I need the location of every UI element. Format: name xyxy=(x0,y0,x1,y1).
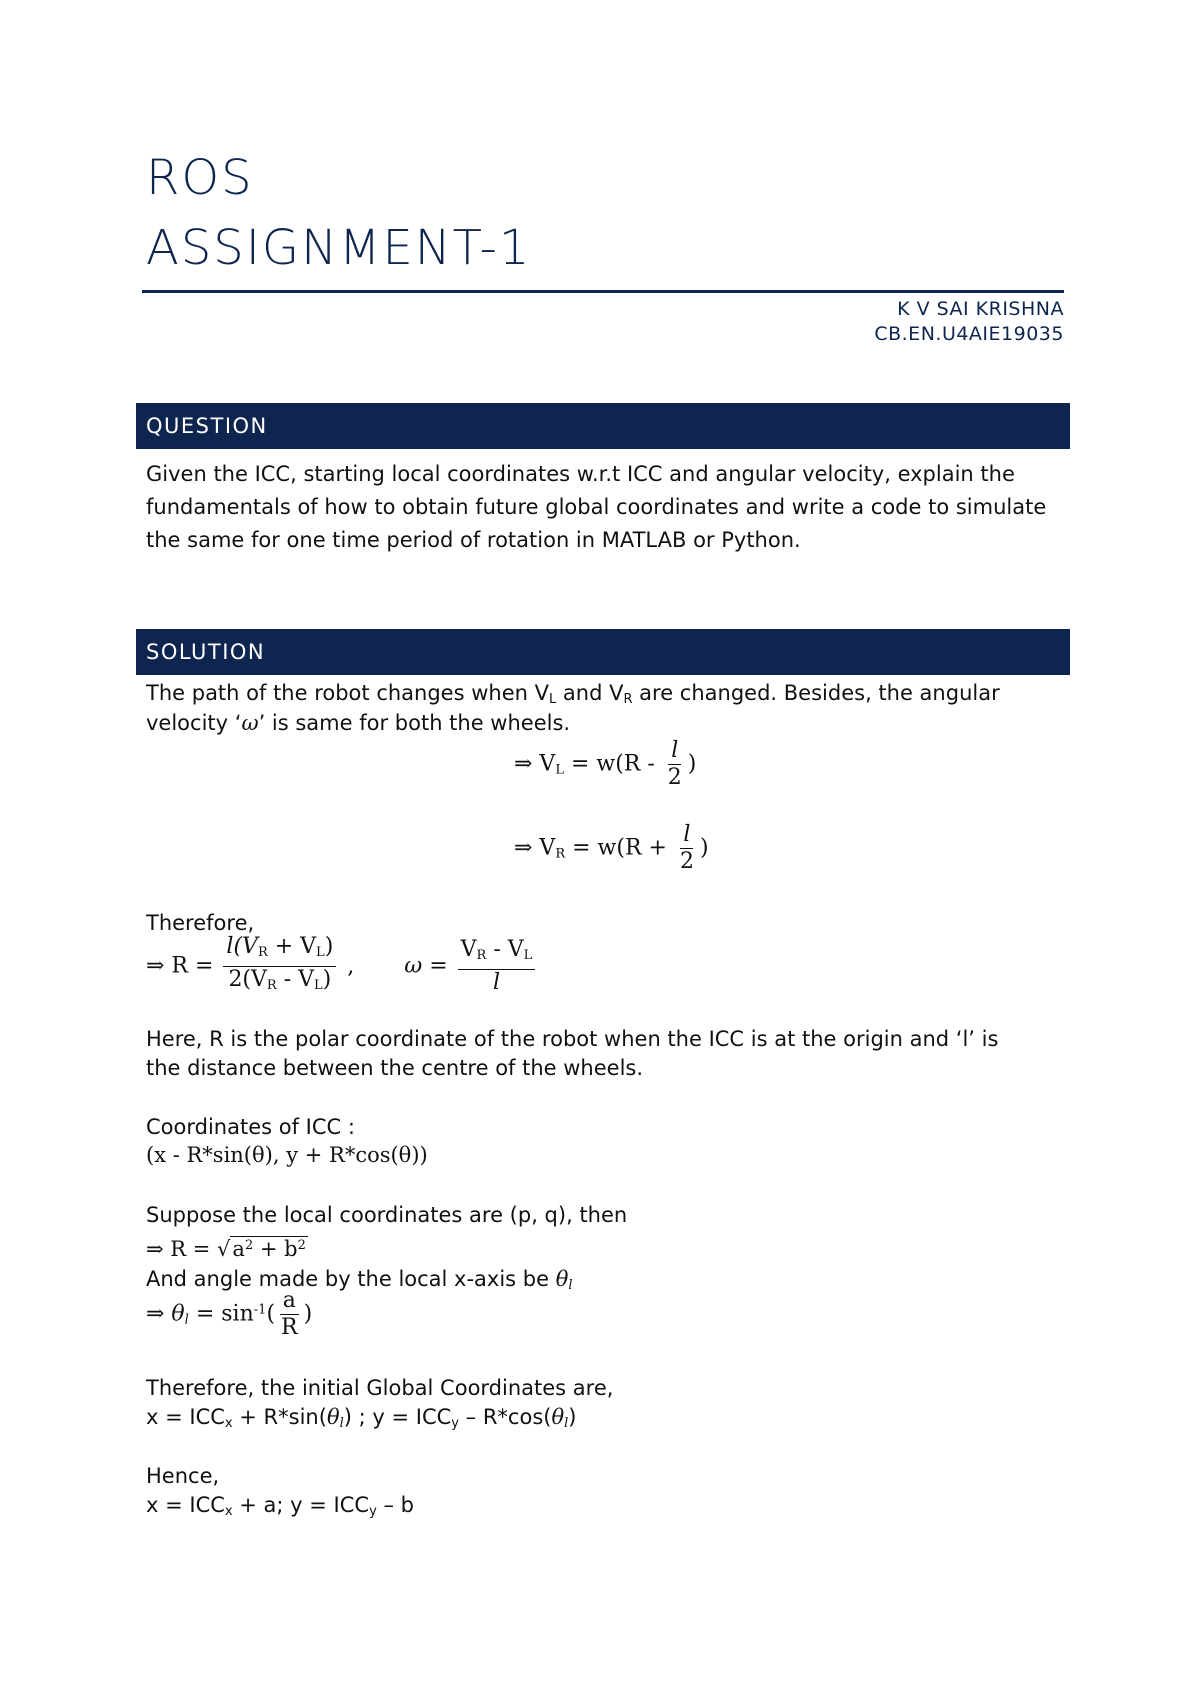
equation-vr: ⇒ $V_R = w(R$ + $\frac{l}{2}$ ) xyxy=(514,822,709,874)
equation-vl: ⇒ $V_L = w(R$ - $\frac{l}{2}$ ) xyxy=(514,738,697,790)
solution-intro-line-1: The path of the robot changes when $V_L$ and $V_R$ are changed. Besides, the angular xyxy=(146,681,1000,707)
equation-r-sqrt: ⇒ $R = √a^2 + b^2$ xyxy=(146,1237,306,1261)
question-body: Given the ICC, starting local coordinates w.r.t ICC and angular velocity, explain the fundamentals of how to obtain future global coordinates and write a code to simulate the same for one time period of rotation in MATLAB or Python. xyxy=(146,462,1047,552)
author-name: K V SAI KRISHNA xyxy=(897,298,1064,320)
suppose-line: Suppose the local coordinates are (p, q), then xyxy=(146,1203,628,1227)
title-divider xyxy=(142,290,1064,293)
here-line-1: Here, R is the polar coordinate of the robot when the ICC is at the origin and ‘l’ is xyxy=(146,1027,999,1051)
therefore-label: Therefore, xyxy=(146,911,255,935)
hence-label: Hence, xyxy=(146,1464,220,1488)
solution-intro-line-2: velocity ‘ω’ is same for both the wheels. xyxy=(146,711,571,735)
document-title-line-1: ROS xyxy=(146,150,254,206)
initial-coords-expression: $x = ICC_x + R*\sin(\theta_l)$ ; $y = ICC_y - R*\cos(\theta_l)$ xyxy=(146,1405,577,1431)
equation-r-omega: ⇒ R = $\frac{l(V_R + V_L)}{2(V_R - V_L)}$ , ω = $\frac{V_R - V_L}{l}$ xyxy=(146,934,538,999)
roll-number: CB.EN.U4AIE19035 xyxy=(874,323,1064,345)
icc-label: Coordinates of ICC : xyxy=(146,1115,355,1139)
icc-expression: (x - R*sin(θ), y + R*cos(θ)) xyxy=(146,1143,428,1167)
question-heading: QUESTION xyxy=(136,403,1070,449)
angle-line: And angle made by the local x-axis be $\theta_l$ xyxy=(146,1267,573,1293)
initial-coords-label: Therefore, the initial Global Coordinates are, xyxy=(146,1376,614,1400)
here-line-2: the distance between the centre of the wheels. xyxy=(146,1056,644,1080)
solution-heading: SOLUTION xyxy=(136,629,1070,675)
equation-theta: ⇒ $\theta_l = \sin^{-1}$( $\frac{a}{R}$ ) xyxy=(146,1288,313,1340)
final-coords-expression: $x = ICC_x + a$; $y = ICC_y - b$ xyxy=(146,1493,414,1519)
document-title-line-2: ASSIGNMENT-1 xyxy=(146,220,532,276)
